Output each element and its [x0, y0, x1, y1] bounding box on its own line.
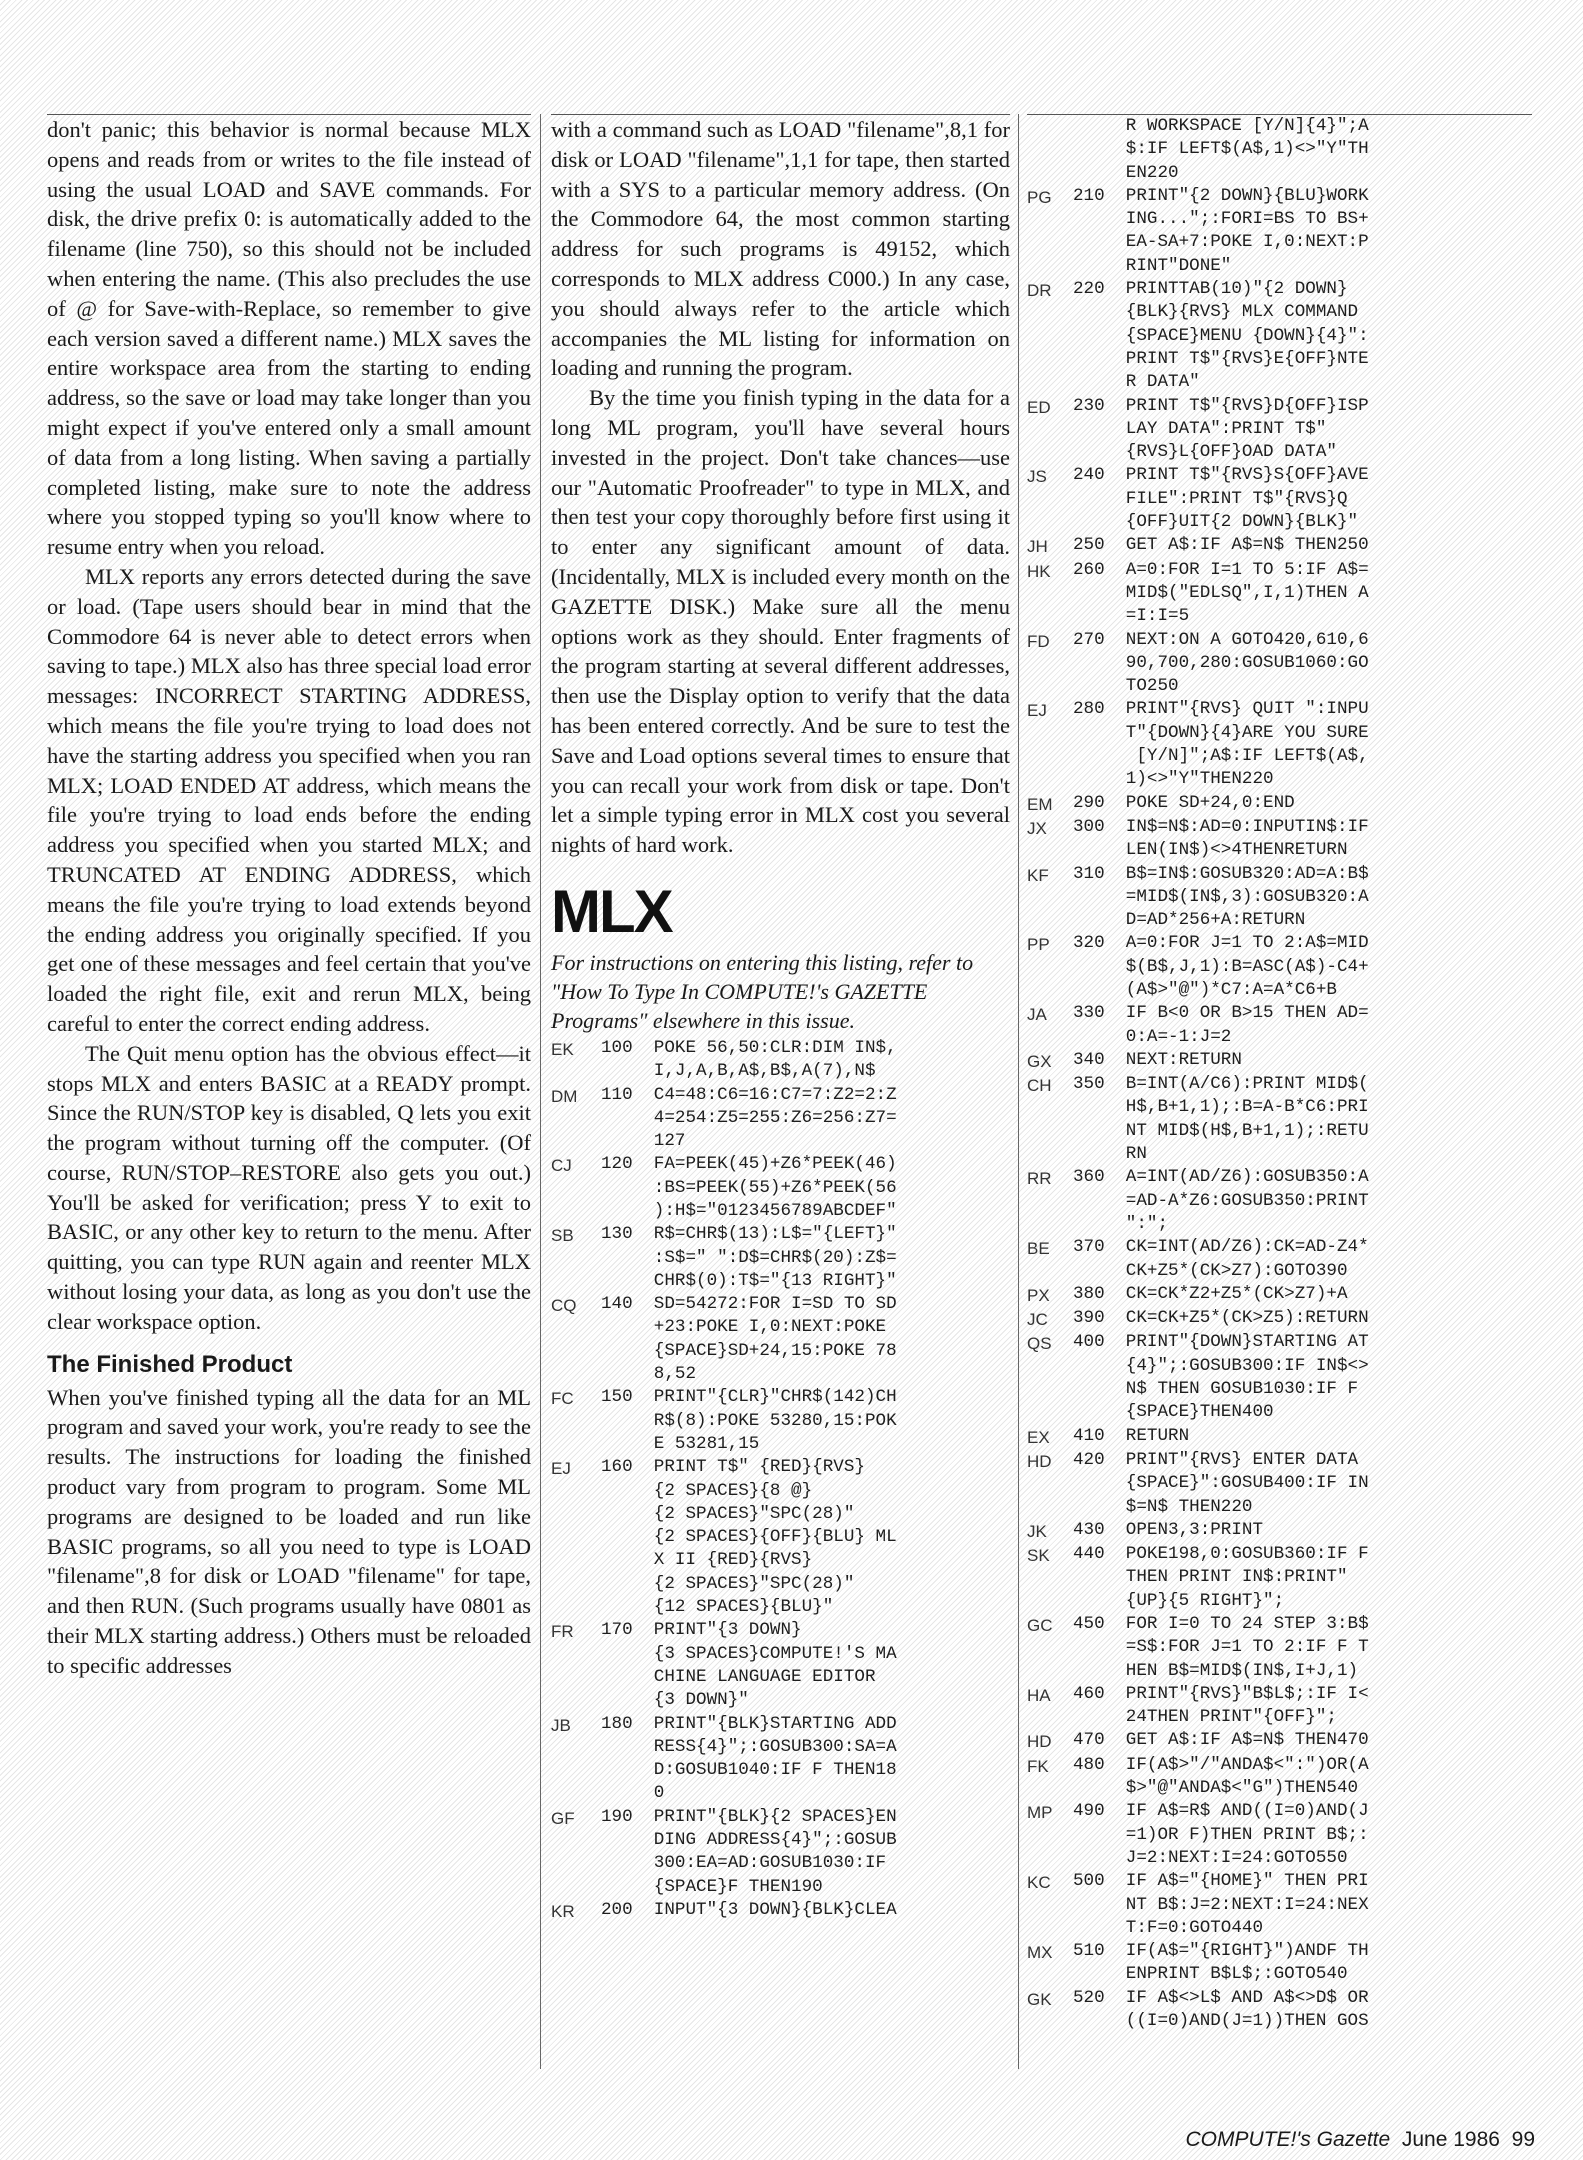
- basic-code-text: 450 FOR I=0 TO 24 STEP 3:B$ =S$:FOR J=1 TO 2:IF F T HEN B$=MID$(IN$,I+J,1): [1073, 1614, 1369, 1681]
- checksum-tag: EM: [1027, 794, 1053, 814]
- code-line: [1027, 1073, 1532, 1166]
- checksum-tag: FC: [551, 1389, 574, 1409]
- basic-code-text: 440 POKE198,0:GOSUB360:IF F THEN PRINT IN$:PRINT" {UP}{5 RIGHT}";: [1073, 1544, 1369, 1611]
- code-line: [551, 1386, 1010, 1456]
- basic-code-text: 140 SD=54272:FOR I=SD TO SD +23:POKE I,0:NEXT:POKE {SPACE}SD+24,15:POKE 78 8,52: [601, 1294, 897, 1385]
- code-line: [1027, 1870, 1532, 1940]
- column-3: [1027, 114, 1532, 2070]
- page-footer: [1185, 2128, 1535, 2152]
- code-line: [1027, 1236, 1532, 1283]
- paragraph-4: When you've finished typing all the data for an ML program and saved your work, you're ready to see the results. The instructions for loading the finished product vary from program to program. Some ML programs are designed to be loaded and run like BASIC programs, so all you need to type is LOAD "filename",8 for disk or LOAD "filename" for tape, and then RUN. (Such programs usually have 0801 as their MLX starting address.) Others must be reloaded to specific addresses: [47, 1384, 531, 1678]
- basic-code-text: 190 PRINT"{BLK}{2 SPACES}EN DING ADDRESS{4}";:GOSUB 300:EA=AD:GOSUB1030:IF {SPACE}F THEN190: [601, 1806, 897, 1897]
- basic-code-text: 260 A=0:FOR I=1 TO 5:IF A$= MID$("EDLSQ",I,1)THEN A =I:I=5: [1073, 559, 1369, 627]
- code-line: [1027, 1331, 1532, 1424]
- code-line: [1027, 1307, 1532, 1331]
- basic-code-text: 120 FA=PEEK(45)+Z6*PEEK(46) :BS=PEEK(55)+Z6*PEEK(56 ):H$="0123456789ABCDEF": [601, 1154, 897, 1221]
- code-line: [551, 1619, 1010, 1712]
- paragraph-1: don't panic; this behavior is normal because MLX opens and reads from or writes to the file instead of using the usual LOAD and SAVE commands. For disk, the drive prefix 0: is automatically added to the filename (line 750), so this should not be included when entering the name. (This also precludes the use of @ for Save-with-Replace, so remember to give each version saved a different name.) MLX saves the entire workspace area from the starting to ending address, so the save or load may take longer than you might expect if you've entered only a small amount of data from a long listing. When saving a partially completed listing, make sure to note the address where you stopped typing so you'll know where to resume entry when you reload.: [47, 117, 531, 560]
- code-line: [1027, 629, 1532, 699]
- section-heading: The Finished Product: [47, 1350, 293, 1378]
- code-line: [1027, 1729, 1532, 1753]
- basic-code-text: 240 PRINT T$"{RVS}S{OFF}AVE FILE":PRINT T$"{RVS}Q {OFF}UIT{2 DOWN}{BLK}": [1073, 465, 1369, 533]
- checksum-tag: PX: [1027, 1285, 1050, 1305]
- checksum-tag: EJ: [551, 1459, 571, 1479]
- checksum-tag: GF: [551, 1808, 575, 1828]
- checksum-tag: [1027, 115, 1073, 116]
- code-line: [551, 1037, 1010, 1084]
- checksum-tag: HD: [1027, 1732, 1052, 1752]
- publication-name: COMPUTE!'s Gazette: [1185, 2128, 1391, 2151]
- basic-code-text: 470 GET A$:IF A$=N$ THEN470: [1073, 1730, 1369, 1751]
- checksum-tag: HA: [1027, 1685, 1051, 1705]
- code-line: [1027, 932, 1532, 1002]
- basic-code-text: 520 IF A$<>L$ AND A$<>D$ OR ((I=0)AND(J=1))THEN GOS: [1073, 1987, 1369, 2032]
- column-2: [551, 114, 1010, 2070]
- checksum-tag: FR: [551, 1622, 574, 1642]
- basic-code-text: 210 PRINT"{2 DOWN}{BLU}WORK ING...";:FORI=BS TO BS+ EA-SA+7:POKE I,0:NEXT:P RINT"DONE": [1073, 185, 1369, 276]
- basic-code-text: 200 INPUT"{3 DOWN}{BLK}CLEA: [601, 1899, 897, 1920]
- basic-code-text: 160 PRINT T$" {RED}{RVS} {2 SPACES}{8 @} {2 SPACES}"SPC(28)" {2 SPACES}{OFF}{BLU} ML X II {RED}{RVS} {2 SPACES}"SPC(28)" {12 SPACES}{BLU}": [601, 1457, 897, 1618]
- code-line: [1027, 534, 1532, 558]
- code-line: [551, 1713, 1010, 1806]
- checksum-tag: EK: [551, 1039, 574, 1059]
- basic-code-text: 300 IN$=N$:AD=0:INPUTIN$:IF LEN(IN$)<>4THENRETURN: [1073, 816, 1369, 861]
- checksum-tag: QS: [1027, 1334, 1052, 1354]
- checksum-tag: KC: [1027, 1873, 1051, 1893]
- basic-code-text: 370 CK=INT(AD/Z6):CK=AD-Z4* CK+Z5*(CK>Z7):GOTO390: [1073, 1237, 1369, 1281]
- code-line: [1027, 559, 1532, 629]
- checksum-tag: HK: [1027, 561, 1051, 581]
- code-line: [1027, 1987, 1532, 2034]
- basic-code-text: 220 PRINTTAB(10)"{2 DOWN} {BLK}{RVS} MLX COMMAND {SPACE}MENU {DOWN}{4}": PRINT T$"{RVS}E{OFF}NTE R DATA": [1073, 279, 1369, 393]
- checksum-tag: PG: [1027, 187, 1052, 207]
- code-line: [551, 1223, 1010, 1293]
- listing-intro: For instructions on entering this listing, refer to "How To Type In COMPUTE!'s GAZETTE Programs" elsewhere in this issue.: [551, 949, 974, 1033]
- column-divider-2: [1018, 114, 1019, 2069]
- checksum-tag: KR: [551, 1901, 575, 1921]
- code-line: [1027, 1166, 1532, 1236]
- code-line: [1027, 1800, 1532, 1870]
- code-line: [1027, 1940, 1532, 1987]
- checksum-tag: JH: [1027, 537, 1048, 557]
- code-line: [1027, 115, 1532, 185]
- checksum-tag: HD: [1027, 1451, 1052, 1471]
- basic-code-text: 360 A=INT(AD/Z6):GOSUB350:A =AD-A*Z6:GOSUB350:PRINT ":";: [1073, 1167, 1369, 1234]
- basic-code-text: 130 R$=CHR$(13):L$="{LEFT}" :S$=" ":D$=CHR$(20):Z$= CHR$(0):T$="{13 RIGHT}": [601, 1224, 897, 1291]
- checksum-tag: GX: [1027, 1051, 1052, 1071]
- code-line: [1027, 1049, 1532, 1073]
- checksum-tag: BE: [1027, 1239, 1050, 1259]
- basic-code-text: 380 CK=CK*Z2+Z5*(CK>Z7)+A: [1073, 1283, 1348, 1304]
- code-line: [1027, 1613, 1532, 1683]
- paragraph-5: with a command such as LOAD "filename",8,1 for disk or LOAD "filename",1,1 for tape, then started with a SYS to a particular memory address. (On the Commodore 64, the most common starting address for such programs is 49152, which corresponds to MLX address C000.) In any case, you should always refer to the article which accompanies the ML listing for information on loading and running the program.: [551, 117, 1010, 381]
- code-listing-part-2: [1027, 115, 1532, 2033]
- basic-code-text: 110 C4=48:C6=16:C7=7:Z2=2:Z 4=254:Z5=255:Z6=256:Z7= 127: [601, 1084, 897, 1152]
- code-line: [551, 1806, 1010, 1899]
- basic-code-text: 500 IF A$="{HOME}" THEN PRI NT B$:J=2:NEXT:I=24:NEX T:F=0:GOTO440: [1073, 1871, 1369, 1938]
- basic-code-text: 430 OPEN3,3:PRINT: [1073, 1519, 1264, 1540]
- basic-code-text: 290 POKE SD+24,0:END: [1073, 792, 1295, 813]
- basic-code-text: 340 NEXT:RETURN: [1073, 1049, 1242, 1070]
- checksum-tag: KF: [1027, 865, 1049, 885]
- checksum-tag: CQ: [551, 1296, 577, 1316]
- paragraph-2: MLX reports any errors detected during the save or load. (Tape users should bear in mind that the Commodore 64 is never able to detect errors when saving to tape.) MLX also has three special load error messages: INCORRECT STARTING ADDRESS, which means the file you're trying to load does not have the starting address you specified when you ran MLX; LOAD ENDED AT address, which means the file you're trying to load ends before the ending address you specified when you started MLX; and TRUNCATED AT ENDING ADDRESS, which means the file you're trying to load extends beyond the ending address you originally specified. If you get one of these messages and feel certain that you've loaded the right file, exit and rerun MLX, being careful to enter the correct ending address.: [47, 563, 531, 1036]
- paragraph-6: By the time you finish typing in the data for a long ML program, you'll have several hours invested in the project. Don't take chances—use our "Automatic Proofreader" to type in MLX, and then test your copy thoroughly before first using it to enter any significant amount of data. (Incidentally, MLX is included every month on the GAZETTE DISK.) Make sure all the menu options work as they should. Enter fragments of the program starting at several different addresses, then use the Display option to verify that the data has been entered correctly. And be sure to test the Save and Load options several times to ensure that you can recall your work from disk or tape. Don't let a simple typing error in MLX cost you several nights of hard work.: [551, 385, 1010, 858]
- code-line: [1027, 1283, 1532, 1307]
- basic-code-text: 420 PRINT"{RVS} ENTER DATA {SPACE}":GOSUB400:IF IN $=N$ THEN220: [1073, 1449, 1369, 1517]
- basic-code-text: 150 PRINT"{CLR}"CHR$(142)CH R$(8):POKE 53280,15:POK E 53281,15: [601, 1387, 897, 1454]
- checksum-tag: SB: [551, 1226, 574, 1246]
- column-1: [47, 114, 531, 2070]
- code-line: [551, 1084, 1010, 1154]
- checksum-tag: CH: [1027, 1076, 1052, 1096]
- basic-code-text: 490 IF A$=R$ AND((I=0)AND(J =1)OR F)THEN PRINT B$;: J=2:NEXT:I=24:GOTO550: [1073, 1801, 1369, 1868]
- checksum-tag: MX: [1027, 1943, 1053, 1963]
- code-line: [1027, 1683, 1532, 1730]
- checksum-tag: EX: [1027, 1427, 1050, 1447]
- checksum-tag: ED: [1027, 397, 1051, 417]
- basic-code-text: 350 B=INT(A/C6):PRINT MID$( H$,B+1,1);:B=A-B*C6:PRI NT MID$(H$,B+1,1);:RETU RN: [1073, 1074, 1369, 1165]
- code-line: [1027, 1425, 1532, 1449]
- code-line: [551, 1899, 1010, 1923]
- code-line: [551, 1293, 1010, 1386]
- checksum-tag: JA: [1027, 1005, 1047, 1025]
- listing-title: MLX: [551, 877, 672, 945]
- code-line: [1027, 395, 1532, 465]
- checksum-tag: JB: [551, 1715, 571, 1735]
- code-line: [551, 1153, 1010, 1223]
- basic-code-text: 230 PRINT T$"{RVS}D{OFF}ISP LAY DATA":PRINT T$" {RVS}L{OFF}OAD DATA": [1073, 395, 1369, 463]
- basic-code-text: 510 IF(A$="{RIGHT}")ANDF TH ENPRINT B$L$;:GOTO540: [1073, 1941, 1369, 1985]
- checksum-tag: MP: [1027, 1803, 1053, 1823]
- checksum-tag: FD: [1027, 631, 1050, 651]
- basic-code-text: 460 PRINT"{RVS}"B$L$;:IF I< 24THEN PRINT"{OFF}";: [1073, 1683, 1369, 1728]
- basic-code-text: 330 IF B<0 OR B>15 THEN AD= 0:A=-1:J=2: [1073, 1003, 1369, 1047]
- basic-code-text: 270 NEXT:ON A GOTO420,610,6 90,700,280:GOSUB1060:GO TO250: [1073, 629, 1369, 697]
- code-line: [1027, 792, 1532, 816]
- paragraph-3: The Quit menu option has the obvious effect—it stops MLX and enters BASIC at a READY prompt. Since the RUN/STOP key is disabled, Q lets you exit the program without turning off the computer. (Of course, RUN/STOP–RESTORE also gets you out.) You'll be asked for verification; press Y to exit to BASIC, or any other key to return to the menu. After quitting, you can type RUN again and reenter MLX without losing your data, as long as you don't use the clear workspace option.: [47, 1040, 531, 1334]
- column-divider-1: [540, 114, 541, 2069]
- checksum-tag: GK: [1027, 1989, 1052, 2009]
- basic-code-text: 250 GET A$:IF A$=N$ THEN250: [1073, 535, 1369, 556]
- code-listing-part-1: [551, 1037, 1010, 1923]
- basic-code-text: 400 PRINT"{DOWN}STARTING AT {4}";:GOSUB300:IF IN$<> N$ THEN GOSUB1030:IF F {SPACE}THEN400: [1073, 1332, 1369, 1423]
- checksum-tag: JC: [1027, 1310, 1048, 1330]
- checksum-tag: CJ: [551, 1156, 572, 1176]
- code-line: [1027, 464, 1532, 534]
- checksum-tag: JX: [1027, 818, 1047, 838]
- basic-code-text: R WORKSPACE [Y/N]{4}";A $:IF LEFT$(A$,1)<>"Y"TH EN220: [1125, 116, 1369, 183]
- basic-code-text: 170 PRINT"{3 DOWN} {3 SPACES}COMPUTE!'S MA CHINE LANGUAGE EDITOR {3 DOWN}": [601, 1620, 897, 1711]
- checksum-tag: JS: [1027, 467, 1047, 487]
- code-line: [1027, 1754, 1532, 1801]
- page-number: 99: [1511, 2128, 1535, 2151]
- checksum-tag: PP: [1027, 935, 1050, 955]
- code-line: [1027, 1519, 1532, 1543]
- basic-code-text: 100 POKE 56,50:CLR:DIM IN$, I,J,A,B,A$,B$,A(7),N$: [601, 1037, 897, 1082]
- code-line: [1027, 278, 1532, 394]
- checksum-tag: DR: [1027, 281, 1052, 301]
- basic-code-text: 310 B$=IN$:GOSUB320:AD=A:B$ =MID$(IN$,3):GOSUB320:A D=AD*256+A:RETURN: [1073, 863, 1369, 931]
- checksum-tag: EJ: [1027, 701, 1047, 721]
- checksum-tag: FK: [1027, 1756, 1049, 1776]
- basic-code-text: 280 PRINT"{RVS} QUIT ":INPU T"{DOWN}{4}ARE YOU SURE [Y/N]";A$:IF LEFT$(A$, 1)<>"Y"THEN220: [1073, 699, 1369, 790]
- code-line: [551, 1456, 1010, 1619]
- checksum-tag: GC: [1027, 1616, 1053, 1635]
- code-line: [1027, 816, 1532, 863]
- code-line: [1027, 1002, 1532, 1049]
- basic-code-text: 320 A=0:FOR J=1 TO 2:A$=MID $(B$,J,1):B=ASC(A$)-C4+ (A$>"@")*C7:A=A*C6+B: [1073, 933, 1369, 1000]
- code-line: [1027, 185, 1532, 278]
- code-line: [1027, 1543, 1532, 1613]
- checksum-tag: DM: [551, 1086, 578, 1106]
- checksum-tag: SK: [1027, 1546, 1050, 1566]
- basic-code-text: 480 IF(A$>"/"ANDA$<":")OR(A $>"@"ANDA$<"G")THEN540: [1073, 1754, 1369, 1799]
- checksum-tag: RR: [1027, 1169, 1052, 1189]
- code-line: [1027, 863, 1532, 933]
- issue-date: June 1986: [1401, 2128, 1500, 2151]
- basic-code-text: 180 PRINT"{BLK}STARTING ADD RESS{4}";:GOSUB300:SA=A D:GOSUB1040:IF F THEN18 0: [601, 1713, 897, 1804]
- code-line: [1027, 1449, 1532, 1519]
- checksum-tag: JK: [1027, 1521, 1047, 1541]
- basic-code-text: 390 CK=CK+Z5*(CK>Z5):RETURN: [1073, 1308, 1369, 1329]
- basic-code-text: 410 RETURN: [1073, 1425, 1190, 1446]
- code-line: [1027, 698, 1532, 791]
